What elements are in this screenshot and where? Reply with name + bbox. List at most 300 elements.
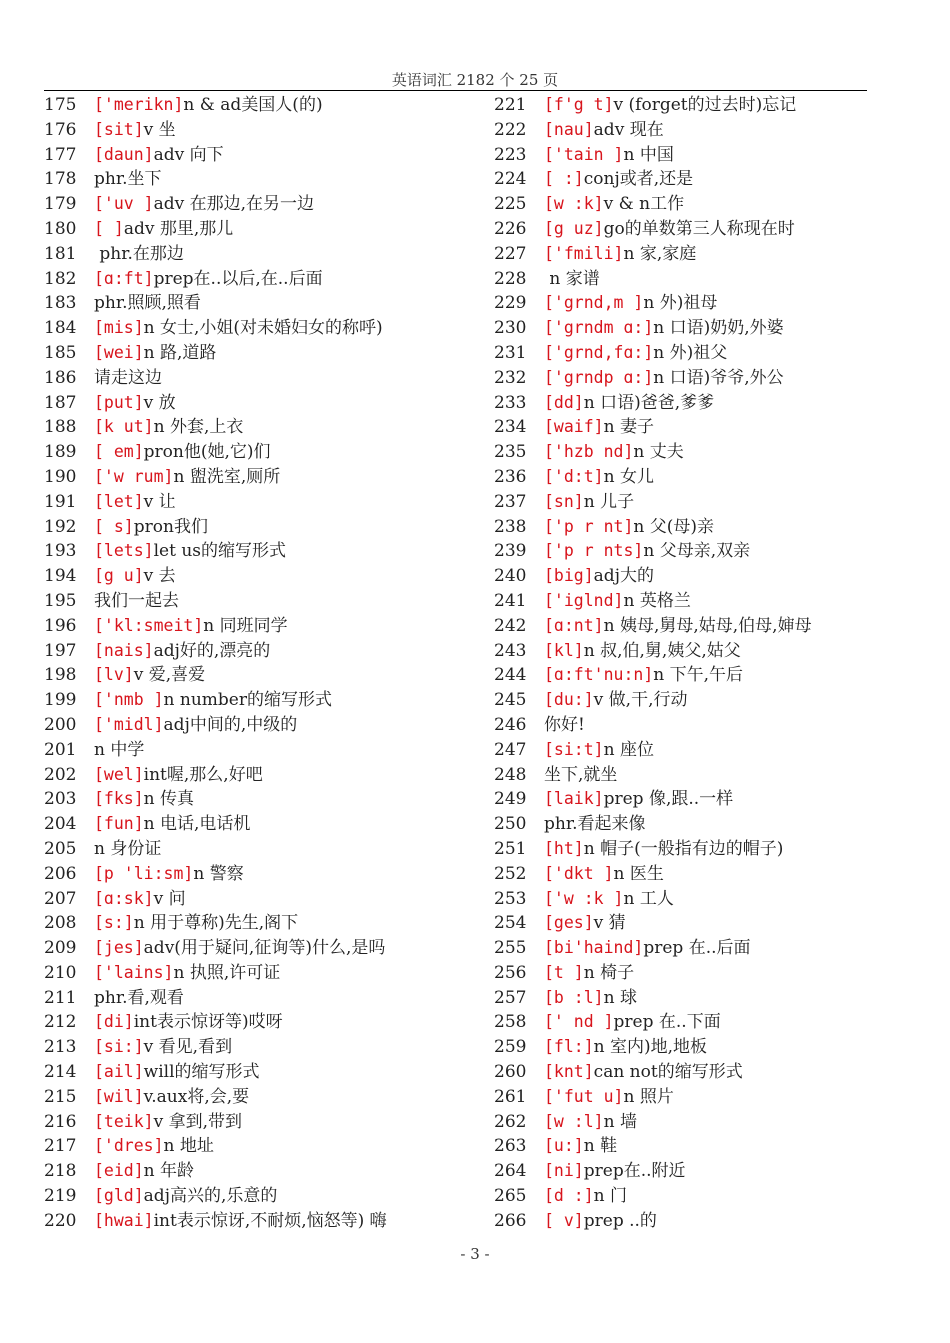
entry-phonetic: [ :] [544,169,584,189]
vocab-entry [494,713,894,738]
entry-number: 181 [44,243,77,264]
entry-number: 255 [494,938,527,959]
vocab-entry [494,316,894,341]
entry-definition: n 中学 [94,739,145,760]
entry-number: 232 [494,367,527,388]
entry-definition: adj大的 [593,566,654,587]
vocab-entry [44,415,469,440]
entry-number: 263 [494,1136,527,1157]
entry-definition: n 球 [603,987,637,1008]
vocab-entry [44,837,469,862]
entry-number: 233 [494,392,527,413]
entry-phonetic: ['dkt ] [544,863,614,883]
entry-phonetic: ['w :k ] [544,888,624,908]
entry-definition: v & n工作 [603,194,685,215]
entry-definition: n 英格兰 [623,590,691,611]
vocab-entry [494,267,894,292]
entry-number: 229 [494,293,527,314]
entry-definition: n 椅子 [583,962,635,983]
entry-phonetic: [t ] [544,962,584,982]
entry-number: 185 [44,342,77,363]
vocab-entry [494,539,894,564]
entry-phonetic: [fun] [94,814,144,834]
vocab-entry [494,589,894,614]
entry-phonetic: ['grndm ɑ:] [544,318,654,338]
entry-number: 241 [494,590,527,611]
entry-phonetic: [ɑ:nt] [544,615,604,635]
vocab-entry [494,986,894,1011]
entry-definition: v 猜 [593,913,626,934]
entry-definition: adv 那里,那儿 [123,218,234,239]
entry-definition: v.aux将,会,要 [143,1086,250,1107]
entry-definition: n 警察 [193,863,244,884]
entry-definition: 坐下,就坐 [544,764,618,785]
vocab-entry [44,93,469,118]
entry-number: 179 [44,194,77,215]
entry-number: 204 [44,814,77,835]
vocab-entry [494,936,894,961]
entry-number: 192 [44,516,77,537]
entry-definition: n 口语)爷爷,外公 [653,367,784,388]
vocab-entry [44,688,469,713]
vocab-entry [44,887,469,912]
vocab-entry [494,1110,894,1135]
vocab-entry [494,1209,894,1234]
vocab-entry [44,316,469,341]
entry-definition: adv 在那边,在另一边 [153,194,315,215]
vocab-entry [44,1184,469,1209]
entry-phonetic: [' nd ] [544,1012,614,1032]
vocab-entry [494,440,894,465]
vocab-entry [494,787,894,812]
entry-definition: 请走这边 [94,367,162,388]
entry-number: 197 [44,640,77,661]
vocab-entry [494,217,894,242]
entry-number: 238 [494,516,527,537]
entry-phonetic: [waif] [544,417,604,437]
entry-definition: n 年龄 [143,1161,195,1182]
entry-definition: n 儿子 [583,491,635,512]
entry-definition: n 路,道路 [143,342,217,363]
entry-number: 217 [44,1136,77,1157]
vocab-entry [494,1184,894,1209]
entry-number: 224 [494,169,527,190]
entry-definition: n 下午,午后 [653,665,744,686]
entry-number: 248 [494,764,527,785]
entry-definition: n 工人 [623,888,674,909]
entry-definition: n 用于尊称)先生,阁下 [133,913,299,934]
entry-phonetic: [ s] [94,516,134,536]
entry-definition: n 中国 [623,144,674,165]
vocab-entry [494,738,894,763]
entry-phonetic: [fl:] [544,1037,594,1057]
vocab-entry [44,217,469,242]
entry-number: 256 [494,962,527,983]
entry-definition: n 父(母)亲 [633,516,715,537]
entry-definition: n 执照,许可证 [173,962,281,983]
entry-number: 230 [494,318,527,339]
entry-number: 218 [44,1161,77,1182]
vocab-entry [494,1159,894,1184]
entry-number: 234 [494,417,527,438]
entry-phonetic: ['dres] [94,1136,164,1156]
entry-phonetic: [hwai] [94,1210,154,1230]
entry-phonetic: ['grnd,fɑ:] [544,342,654,362]
entry-definition: v 看见,看到 [143,1037,233,1058]
vocab-entry [494,862,894,887]
vocab-entry [44,812,469,837]
vocab-entry [44,1209,469,1234]
entry-number: 207 [44,888,77,909]
vocab-entry [494,1085,894,1110]
vocab-entry [44,738,469,763]
entry-number: 240 [494,566,527,587]
entry-definition: int表示惊讶,不耐烦,恼怒等) 嗨 [153,1210,387,1231]
entry-definition: n 电话,电话机 [143,814,251,835]
vocab-entry [44,1134,469,1159]
entry-number: 182 [44,268,77,289]
page-number: - 3 - [460,1245,490,1263]
entry-number: 265 [494,1186,527,1207]
entry-phonetic: [let] [94,491,144,511]
entry-phonetic: ['hzb nd] [544,442,634,462]
entry-phonetic: [daun] [94,144,154,164]
vocab-entry [44,143,469,168]
entry-definition: pron我们 [133,516,208,537]
entry-definition: n 口语)奶奶,外婆 [653,318,784,339]
entry-number: 175 [44,95,77,115]
entry-phonetic: [si:t] [544,739,604,759]
entry-phonetic: ['lains] [94,962,174,982]
entry-number: 178 [44,169,77,190]
entry-phonetic: [mis] [94,318,144,338]
entry-definition: prep在..以后,在..后面 [153,268,323,289]
entry-definition: n 丈夫 [633,442,684,463]
entry-definition: go的单数第三人称现在时 [603,218,795,239]
entry-phonetic: [nau] [544,119,594,139]
vocab-entry [44,440,469,465]
entry-definition: n 父母亲,双亲 [643,541,751,562]
entry-number: 212 [44,1012,77,1033]
entry-definition: n 外套,上衣 [153,417,244,438]
entry-number: 251 [494,838,527,859]
entry-definition: v 爱,喜爱 [133,665,206,686]
entry-definition: adj中间的,中级的 [163,714,298,735]
entry-number: 203 [44,789,77,810]
entry-definition: n 门 [593,1186,628,1207]
entry-number: 250 [494,814,527,835]
entry-phonetic: [ em] [94,442,144,462]
entry-number: 219 [44,1186,77,1207]
entry-number: 258 [494,1012,527,1033]
entry-number: 206 [44,863,77,884]
vocab-entry [44,391,469,416]
right-column [494,93,894,1234]
entry-phonetic: [wei] [94,342,144,362]
vocab-entry [44,192,469,217]
entry-number: 259 [494,1037,527,1058]
entry-phonetic: [si:] [94,1037,144,1057]
entry-definition: n 同班同学 [203,615,288,636]
vocab-entry [494,465,894,490]
entry-number: 208 [44,913,77,934]
vocab-entry [494,291,894,316]
entry-phonetic: [laik] [544,789,604,809]
vocab-entry [494,614,894,639]
entry-phonetic: ['kl:smeit] [94,615,204,635]
entry-number: 187 [44,392,77,413]
entry-definition: let us的缩写形式 [153,541,287,562]
vocab-entry [44,1110,469,1135]
vocab-entry [494,1060,894,1085]
entry-number: 199 [44,690,77,711]
page-header: 英语词汇 2182 个 25 页 [391,71,559,89]
entry-definition: n 照片 [623,1086,674,1107]
vocab-entry [494,961,894,986]
entry-phonetic: [lets] [94,541,154,561]
entry-phonetic: ['grndp ɑ:] [544,367,654,387]
entry-number: 196 [44,615,77,636]
entry-phonetic: [w :k] [544,194,604,214]
vocab-entry [44,1085,469,1110]
entry-phonetic: [big] [544,566,594,586]
entry-definition: n 墙 [603,1111,637,1132]
entry-number: 236 [494,466,527,487]
vocab-entry [494,1010,894,1035]
entry-definition: 你好! [544,714,585,735]
entry-phonetic: [jes] [94,938,144,958]
entry-definition: phr.在那边 [94,243,184,264]
entry-phonetic: [wil] [94,1086,144,1106]
entry-phonetic: [ni] [544,1161,584,1181]
entry-number: 225 [494,194,527,215]
entry-phonetic: [ v] [544,1210,584,1230]
entry-definition: n 女士,小姐(对未婚妇女的称呼) [143,318,383,339]
entry-phonetic: [knt] [544,1062,594,1082]
vocab-entry [44,242,469,267]
vocab-entry [44,961,469,986]
entry-definition: adv 向下 [153,144,224,165]
entry-number: 246 [494,714,527,735]
entry-number: 184 [44,318,77,339]
header-rule [44,90,867,91]
vocab-entry [494,192,894,217]
entry-definition: v 坐 [143,119,176,140]
vocab-entry [44,341,469,366]
vocab-entry [494,639,894,664]
entry-phonetic: ['w rum] [94,466,174,486]
entry-number: 257 [494,987,527,1008]
vocab-entry [44,763,469,788]
vocab-entry [44,291,469,316]
vocab-entry [44,118,469,143]
vocab-entry [44,713,469,738]
vocab-entry [494,1134,894,1159]
entry-number: 188 [44,417,77,438]
vocab-entry [44,639,469,664]
entry-phonetic: ['d:t] [544,466,604,486]
entry-definition: n 妻子 [603,417,654,438]
entry-phonetic: [ges] [544,913,594,933]
entry-definition: phr.照顾,照看 [94,293,201,314]
vocab-entry [44,1035,469,1060]
entry-number: 266 [494,1210,527,1231]
entry-definition: n 外)祖母 [643,293,718,314]
vocab-entry [494,1035,894,1060]
entry-phonetic: [ail] [94,1062,144,1082]
entry-definition: n 传真 [143,789,195,810]
entry-phonetic: [sit] [94,119,144,139]
entry-phonetic: [w :l] [544,1111,604,1131]
entry-definition: n 盥洗室,厕所 [173,466,281,487]
entry-phonetic: [b :l] [544,987,604,1007]
entry-number: 214 [44,1062,77,1083]
entry-definition: v 拿到,带到 [153,1111,243,1132]
vocab-entry [44,986,469,1011]
entry-definition: n 口语)爸爸,爹爹 [583,392,715,413]
entry-number: 220 [44,1210,77,1231]
entry-definition: will的缩写形式 [143,1062,260,1083]
entry-phonetic: [u:] [544,1136,584,1156]
entry-definition: n 家谱 [544,268,600,289]
entry-number: 242 [494,615,527,636]
entry-definition: v 问 [153,888,186,909]
entry-definition: phr.坐下 [94,169,162,190]
entry-phonetic: [g uz] [544,218,604,238]
entry-definition: v 去 [143,566,176,587]
entry-phonetic: [kl] [544,640,584,660]
entry-phonetic: ['uv ] [94,194,154,214]
entry-number: 249 [494,789,527,810]
entry-phonetic: [ɑ:ft] [94,268,154,288]
entry-phonetic: [fks] [94,789,144,809]
entry-definition: 我们一起去 [94,590,179,611]
entry-definition: adj好的,漂亮的 [153,640,271,661]
entry-definition: n 鞋 [583,1136,618,1157]
entry-number: 254 [494,913,527,934]
entry-phonetic: [bi'haind] [544,938,644,958]
entry-phonetic: [ɑ:sk] [94,888,154,908]
entry-number: 190 [44,466,77,487]
entry-definition: conj或者,还是 [583,169,694,190]
entry-number: 202 [44,764,77,785]
entry-definition: n 叔,伯,舅,姨父,姑父 [583,640,741,661]
vocab-entry [494,663,894,688]
vocab-entry [494,911,894,936]
entry-phonetic: [nais] [94,640,154,660]
vocab-entry [494,564,894,589]
entry-phonetic: ['p r nts] [544,541,644,561]
entry-phonetic: [put] [94,392,144,412]
entry-definition: n & ad美国人(的) [183,95,323,115]
vocab-entry [494,167,894,192]
entry-number: 200 [44,714,77,735]
vocab-entry [44,267,469,292]
vocab-entry [44,663,469,688]
entry-number: 186 [44,367,77,388]
entry-phonetic: [f'g t] [544,95,614,114]
entry-phonetic: [wel] [94,764,144,784]
entry-number: 262 [494,1111,527,1132]
entry-definition: v (forget的过去时)忘记 [613,95,797,115]
vocab-entry [44,936,469,961]
entry-number: 222 [494,119,527,140]
entry-definition: n number的缩写形式 [163,690,332,711]
vocab-entry [44,366,469,391]
entry-definition: n 室内)地,地板 [593,1037,708,1058]
entry-definition: n 女儿 [603,466,654,487]
entry-number: 209 [44,938,77,959]
entry-number: 216 [44,1111,77,1132]
entry-definition: n 家,家庭 [623,243,697,264]
entry-phonetic: ['p r nt] [544,516,634,536]
vocab-entry [44,614,469,639]
entry-phonetic: ['fmili] [544,243,624,263]
entry-number: 244 [494,665,527,686]
entry-definition: pron他(她,它)们 [143,442,271,463]
vocab-entry [44,1159,469,1184]
entry-number: 198 [44,665,77,686]
vocab-entry [44,589,469,614]
entry-definition: prep 在..下面 [613,1012,721,1033]
entry-number: 264 [494,1161,527,1182]
entry-definition: prep ..的 [583,1210,657,1231]
vocab-entry [494,887,894,912]
entry-phonetic: [lv] [94,665,134,685]
entry-definition: n 座位 [603,739,654,760]
vocab-entry [494,812,894,837]
entry-number: 223 [494,144,527,165]
entry-phonetic: ['nmb ] [94,690,164,710]
entry-phonetic: [d :] [544,1186,594,1206]
vocab-entry [44,911,469,936]
entry-number: 243 [494,640,527,661]
entry-definition: prep 在..后面 [643,938,751,959]
entry-definition: v 做,干,行动 [593,690,688,711]
entry-number: 252 [494,863,527,884]
entry-number: 195 [44,590,77,611]
entry-definition: n 身份证 [94,838,162,859]
vocab-entry [494,143,894,168]
entry-phonetic: [k ut] [94,417,154,437]
entry-definition: prep在..附近 [583,1161,686,1182]
vocab-entry [44,1010,469,1035]
entry-number: 183 [44,293,77,314]
entry-phonetic: ['fut u] [544,1086,624,1106]
entry-definition: adv 现在 [593,119,664,140]
entry-phonetic: [du:] [544,690,594,710]
entry-definition: n 外)祖父 [653,342,728,363]
entry-number: 194 [44,566,77,587]
vocab-entry [494,93,894,118]
entry-phonetic: [teik] [94,1111,154,1131]
vocab-entry [44,539,469,564]
entry-phonetic: [gld] [94,1186,144,1206]
entry-number: 235 [494,442,527,463]
entry-phonetic: [ɑ:ft'nu:n] [544,665,654,685]
entry-definition: int喔,那么,好吧 [143,764,263,785]
entry-phonetic: ['midl] [94,714,164,734]
vocab-entry [44,515,469,540]
entry-definition: n 姨母,舅母,姑母,伯母,婶母 [603,615,812,636]
entry-number: 177 [44,144,77,165]
vocab-entry [494,415,894,440]
entry-phonetic: [dd] [544,392,584,412]
entry-number: 189 [44,442,77,463]
entry-number: 231 [494,342,527,363]
entry-number: 227 [494,243,527,264]
entry-phonetic: ['iglnd] [544,590,624,610]
